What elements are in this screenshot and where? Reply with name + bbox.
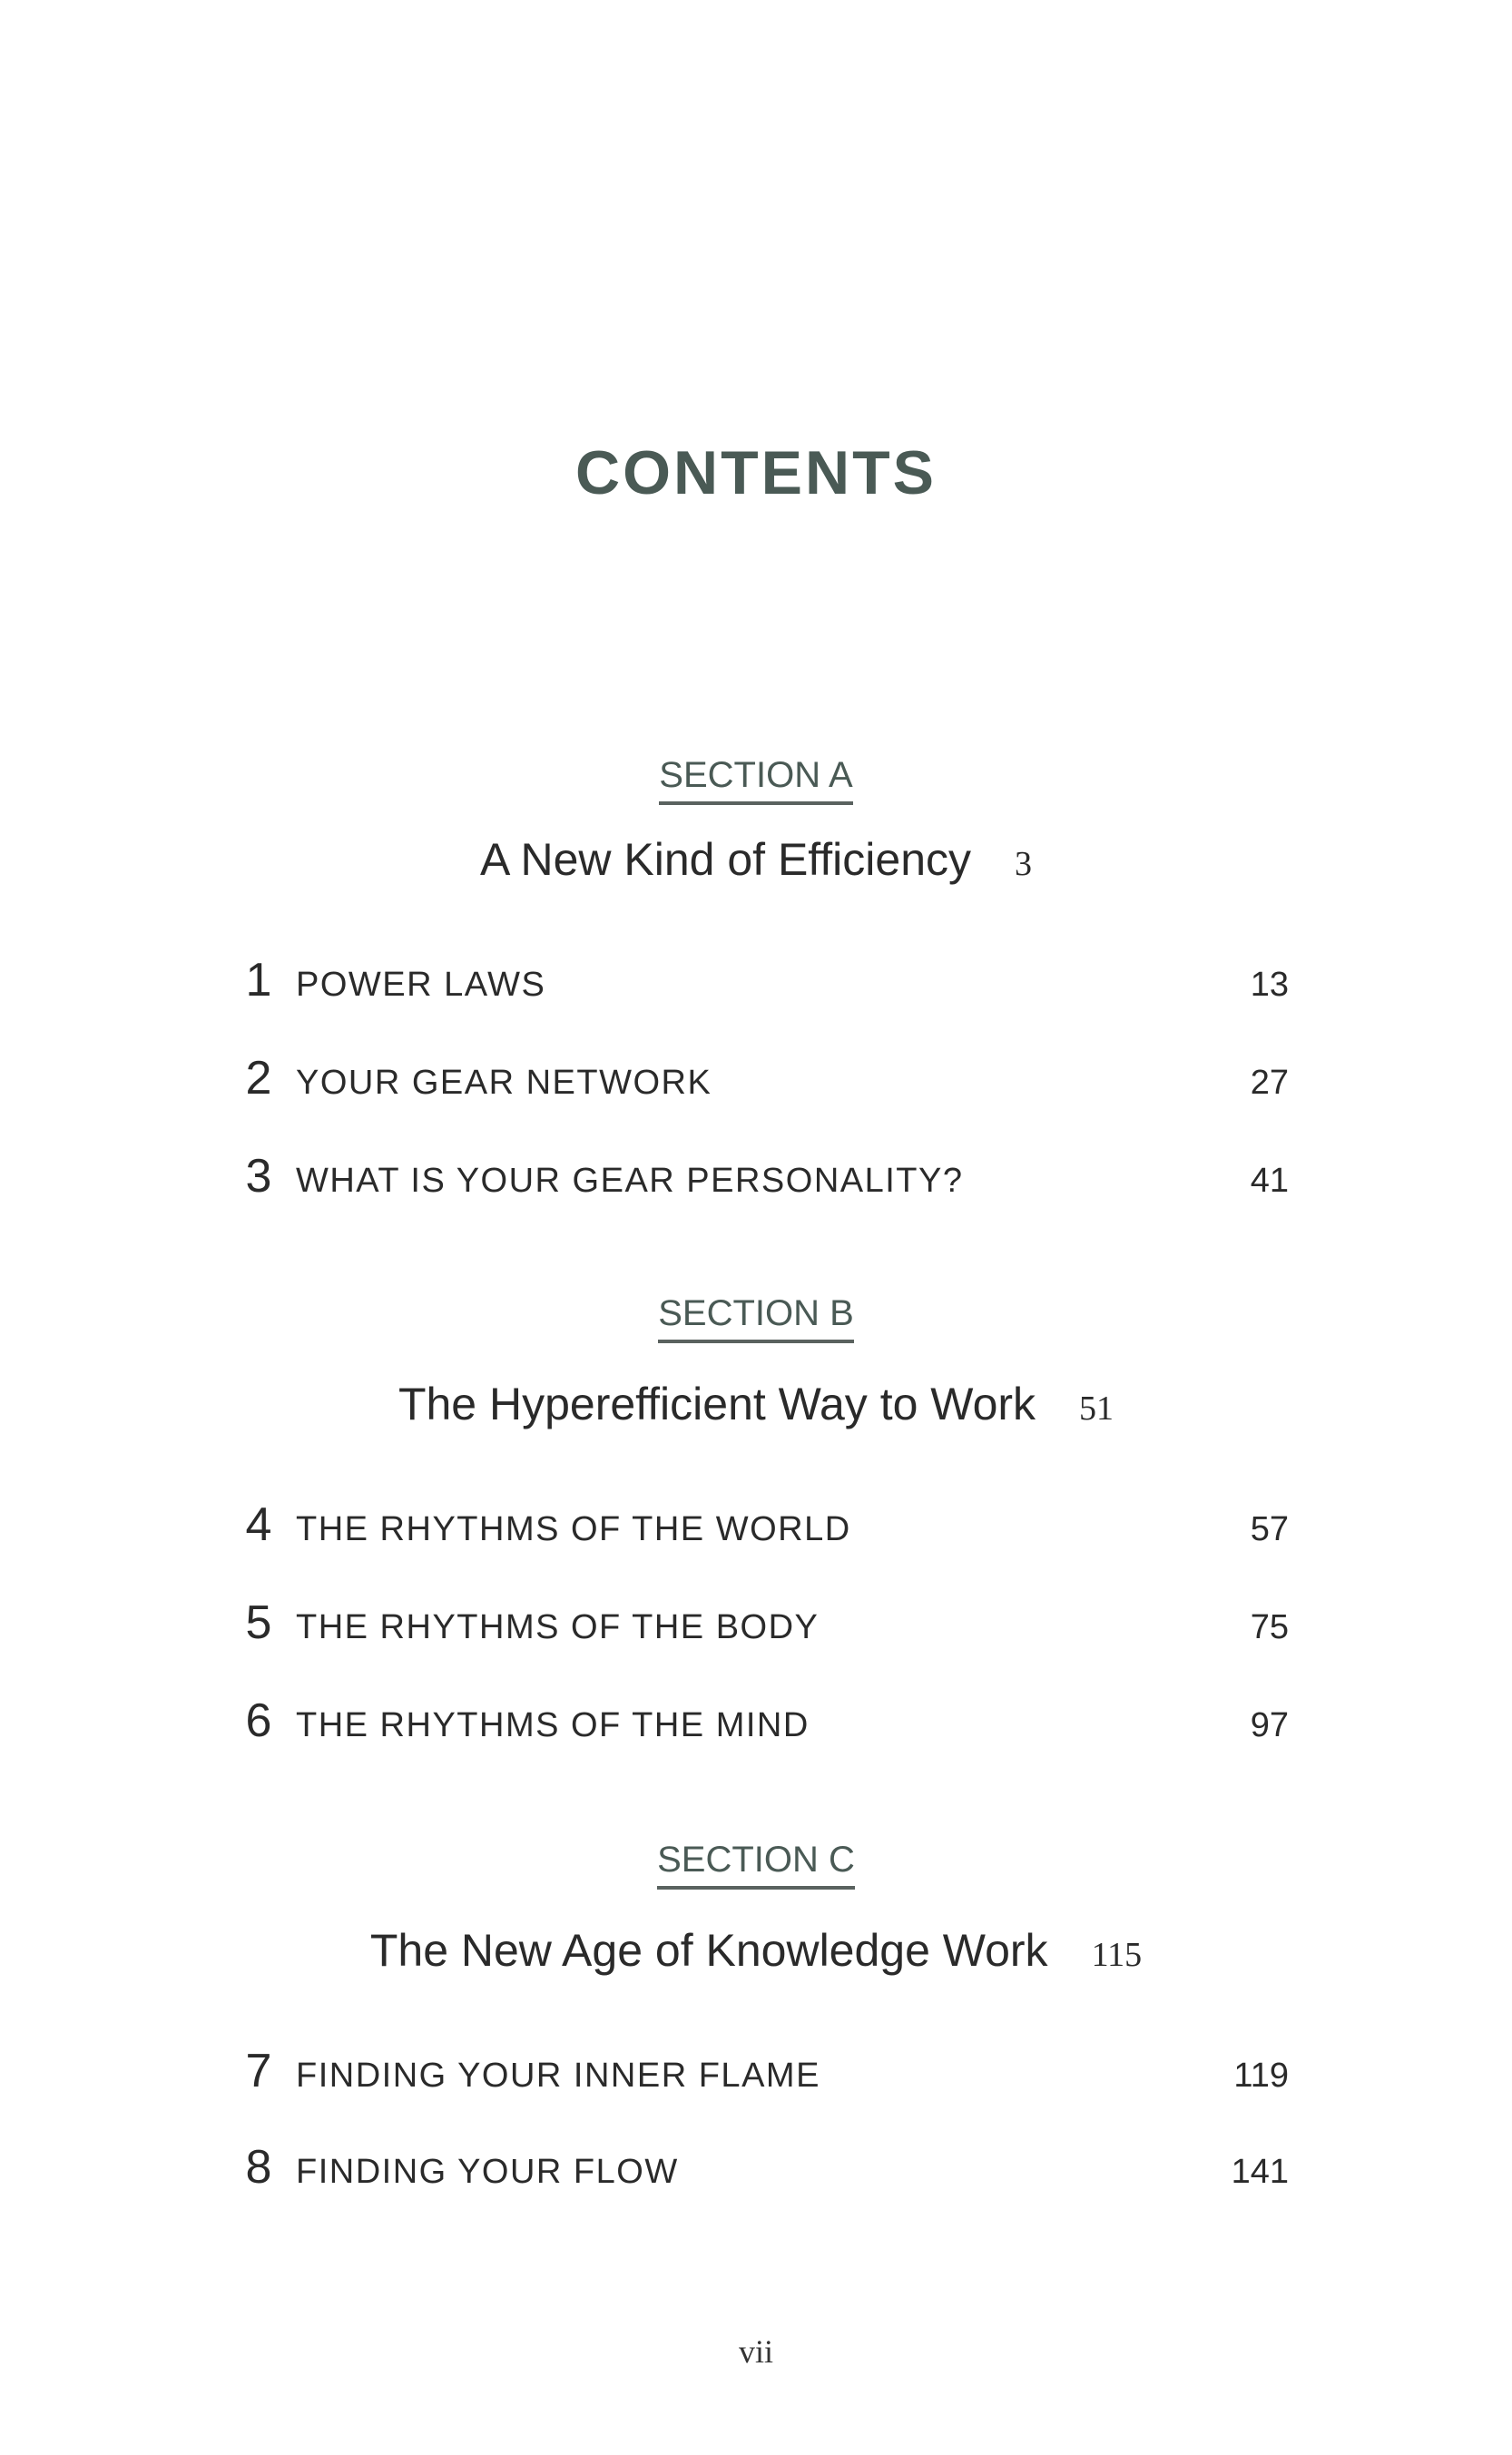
page-title: CONTENTS: [575, 438, 937, 507]
section-title[interactable]: [0, 833, 1512, 886]
chapter-title: THE RHYTHMS OF THE MIND: [296, 1706, 810, 1744]
chapter-title: FINDING YOUR INNER FLAME: [296, 2057, 820, 2095]
section-title-text: The New Age of Knowledge Work: [369, 1925, 1048, 1976]
chapter-number: 6: [245, 1694, 272, 1747]
toc-row[interactable]: [227, 1051, 1289, 1105]
section-title-text: The Hyperefficient Way to Work: [398, 1379, 1036, 1429]
chapter-page: 13: [1250, 966, 1289, 1004]
toc-row[interactable]: [227, 2140, 1289, 2195]
section-title[interactable]: [0, 1378, 1512, 1430]
chapter-number: 7: [245, 2045, 272, 2097]
chapter-page: 75: [1250, 1608, 1289, 1646]
chapter-page: 97: [1250, 1706, 1289, 1744]
section-label: [0, 1840, 1512, 1890]
toc-row[interactable]: [227, 1149, 1289, 1203]
chapter-number: 3: [245, 1150, 272, 1203]
chapter-title: THE RHYTHMS OF THE WORLD: [296, 1510, 851, 1548]
section-title-text: A New Kind of Efficiency: [479, 834, 971, 885]
chapter-page: 27: [1250, 1064, 1289, 1102]
toc-row[interactable]: [227, 1694, 1289, 1748]
section-title[interactable]: [0, 1924, 1512, 1977]
chapter-title: POWER LAWS: [296, 966, 546, 1004]
chapter-page: 141: [1231, 2153, 1289, 2191]
chapter-number: 5: [245, 1596, 272, 1649]
section-page: 115: [1091, 1936, 1143, 1974]
section-page: 3: [1015, 845, 1032, 883]
chapter-page: 119: [1233, 2057, 1289, 2095]
chapter-title: WHAT IS YOUR GEAR PERSONALITY?: [296, 1162, 964, 1200]
section-label-text: SECTION A: [659, 755, 852, 805]
section-page: 51: [1079, 1390, 1114, 1428]
page-number: vii: [738, 2333, 773, 2370]
chapter-number: 8: [245, 2141, 272, 2194]
toc-row[interactable]: [227, 1596, 1289, 1650]
chapter-number: 1: [245, 954, 272, 1007]
toc-row[interactable]: [227, 953, 1289, 1007]
toc-row[interactable]: [227, 1498, 1289, 1552]
chapter-page: 57: [1250, 1510, 1289, 1548]
chapter-number: 4: [245, 1498, 272, 1551]
chapter-title: FINDING YOUR FLOW: [296, 2153, 679, 2191]
section-label-text: SECTION B: [658, 1293, 854, 1343]
section-label: [0, 755, 1512, 805]
section-label: [0, 1293, 1512, 1343]
chapter-number: 2: [245, 1052, 272, 1105]
section-label-text: SECTION C: [657, 1840, 855, 1890]
chapter-page: 41: [1250, 1162, 1289, 1200]
toc-row[interactable]: [227, 2044, 1289, 2098]
chapter-title: YOUR GEAR NETWORK: [296, 1064, 712, 1102]
chapter-title: THE RHYTHMS OF THE BODY: [296, 1608, 820, 1646]
